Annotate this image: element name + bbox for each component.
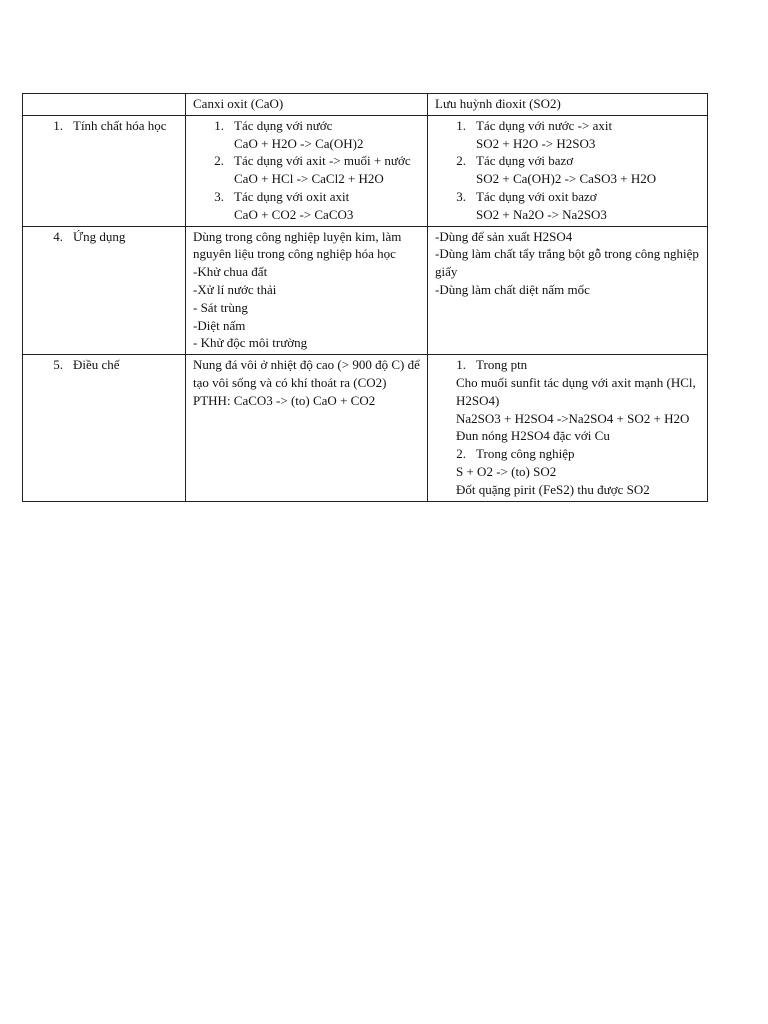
- text-line: Đun nóng H2SO4 đặc với Cu: [456, 428, 610, 444]
- text-line: Nung đá vôi ở nhiệt độ cao (> 900 độ C) để tạo vôi sống và có khí thoát ra (CO2): [193, 357, 420, 390]
- list-item: [435, 188, 703, 206]
- list-item: [193, 188, 423, 206]
- list-item: [435, 117, 703, 135]
- equation: SO2 + H2O -> H2SO3: [476, 135, 596, 151]
- row-number: 5.: [53, 357, 63, 373]
- table-row: [23, 355, 708, 501]
- list-item: [435, 356, 703, 374]
- text-line: PTHH: CaCO3 -> (to) CaO + CO2: [193, 392, 376, 408]
- list-item: [193, 152, 423, 170]
- table-header-row: [23, 94, 708, 116]
- row-title: Điều chế: [73, 357, 120, 373]
- equation: SO2 + Na2O -> Na2SO3: [476, 206, 607, 222]
- text-line: Dùng trong công nghiệp luyện kim, làm nguyên liệu trong công nghiệp hóa học: [193, 228, 402, 262]
- text-line: - Sát trùng: [193, 299, 248, 315]
- list-number: 2.: [214, 153, 224, 169]
- list-number: 2.: [456, 153, 466, 169]
- text-line: -Dùng làm chất diệt nấm mốc: [435, 281, 590, 297]
- equation: CaO + H2O -> Ca(OH)2: [234, 135, 364, 151]
- list-number: 3.: [214, 188, 224, 204]
- so2-preparation-cell: [428, 355, 708, 501]
- row-label-cell: [23, 355, 186, 501]
- list-text: Tác dụng với axit -> muối + nước: [234, 153, 411, 169]
- text-line: -Dùng làm chất tẩy trắng bột gỗ trong công nghiệp giấy: [435, 246, 699, 280]
- list-text: Trong công nghiệp: [476, 446, 575, 462]
- header-cell-empty: [23, 94, 186, 116]
- table-row: [23, 115, 708, 226]
- header-cell-so2: Lưu huỳnh đioxit (SO2): [428, 94, 708, 116]
- list-number: 1.: [456, 117, 466, 133]
- list-item: [435, 152, 703, 170]
- list-text: Tác dụng với oxit bazơ: [476, 188, 597, 204]
- table-row: [23, 226, 708, 355]
- header-cell-cao: Canxi oxit (CaO): [186, 94, 428, 116]
- row-label-cell: [23, 115, 186, 226]
- list-item: [435, 445, 703, 463]
- row-number: 1.: [53, 117, 63, 133]
- list-text: Tác dụng với oxit axit: [234, 188, 350, 204]
- equation: CaO + HCl -> CaCl2 + H2O: [234, 171, 384, 187]
- text-line: S + O2 -> (to) SO2: [456, 463, 557, 479]
- row-title: Ứng dụng: [73, 228, 126, 244]
- list-number: 1.: [456, 357, 466, 373]
- cao-preparation-cell: [186, 355, 428, 501]
- text-line: -Khử chua đất: [193, 264, 268, 280]
- list-text: Tác dụng với bazơ: [476, 153, 574, 169]
- text-line: - Khử độc môi trường: [193, 335, 308, 351]
- list-number: 3.: [456, 188, 466, 204]
- text-line: Cho muối sunfit tác dụng với axit mạnh (HCl, H2SO4): [456, 374, 696, 408]
- text-line: Đốt quặng pirit (FeS2) thu được SO2: [456, 481, 650, 497]
- row-label-cell: [23, 226, 186, 355]
- list-number: 2.: [456, 446, 466, 462]
- equation: SO2 + Ca(OH)2 -> CaSO3 + H2O: [476, 171, 657, 187]
- row-title: Tính chất hóa học: [73, 117, 167, 133]
- so2-applications-cell: [428, 226, 708, 355]
- list-number: 1.: [214, 117, 224, 133]
- equation: CaO + CO2 -> CaCO3: [234, 206, 354, 222]
- list-text: Trong ptn: [476, 357, 528, 373]
- text-line: Na2SO3 + H2SO4 ->Na2SO4 + SO2 + H2O: [456, 410, 690, 426]
- list-text: Tác dụng với nước: [234, 117, 333, 133]
- cao-properties-cell: [186, 115, 428, 226]
- list-item: [193, 117, 423, 135]
- row-number: 4.: [53, 228, 63, 244]
- text-line: -Diệt nấm: [193, 317, 246, 333]
- list-text: Tác dụng với nước -> axit: [476, 117, 613, 133]
- so2-properties-cell: [428, 115, 708, 226]
- comparison-table: [22, 93, 708, 502]
- text-line: -Dùng để sản xuất H2SO4: [435, 228, 573, 244]
- text-line: -Xử lí nước thải: [193, 281, 277, 297]
- cao-applications-cell: [186, 226, 428, 355]
